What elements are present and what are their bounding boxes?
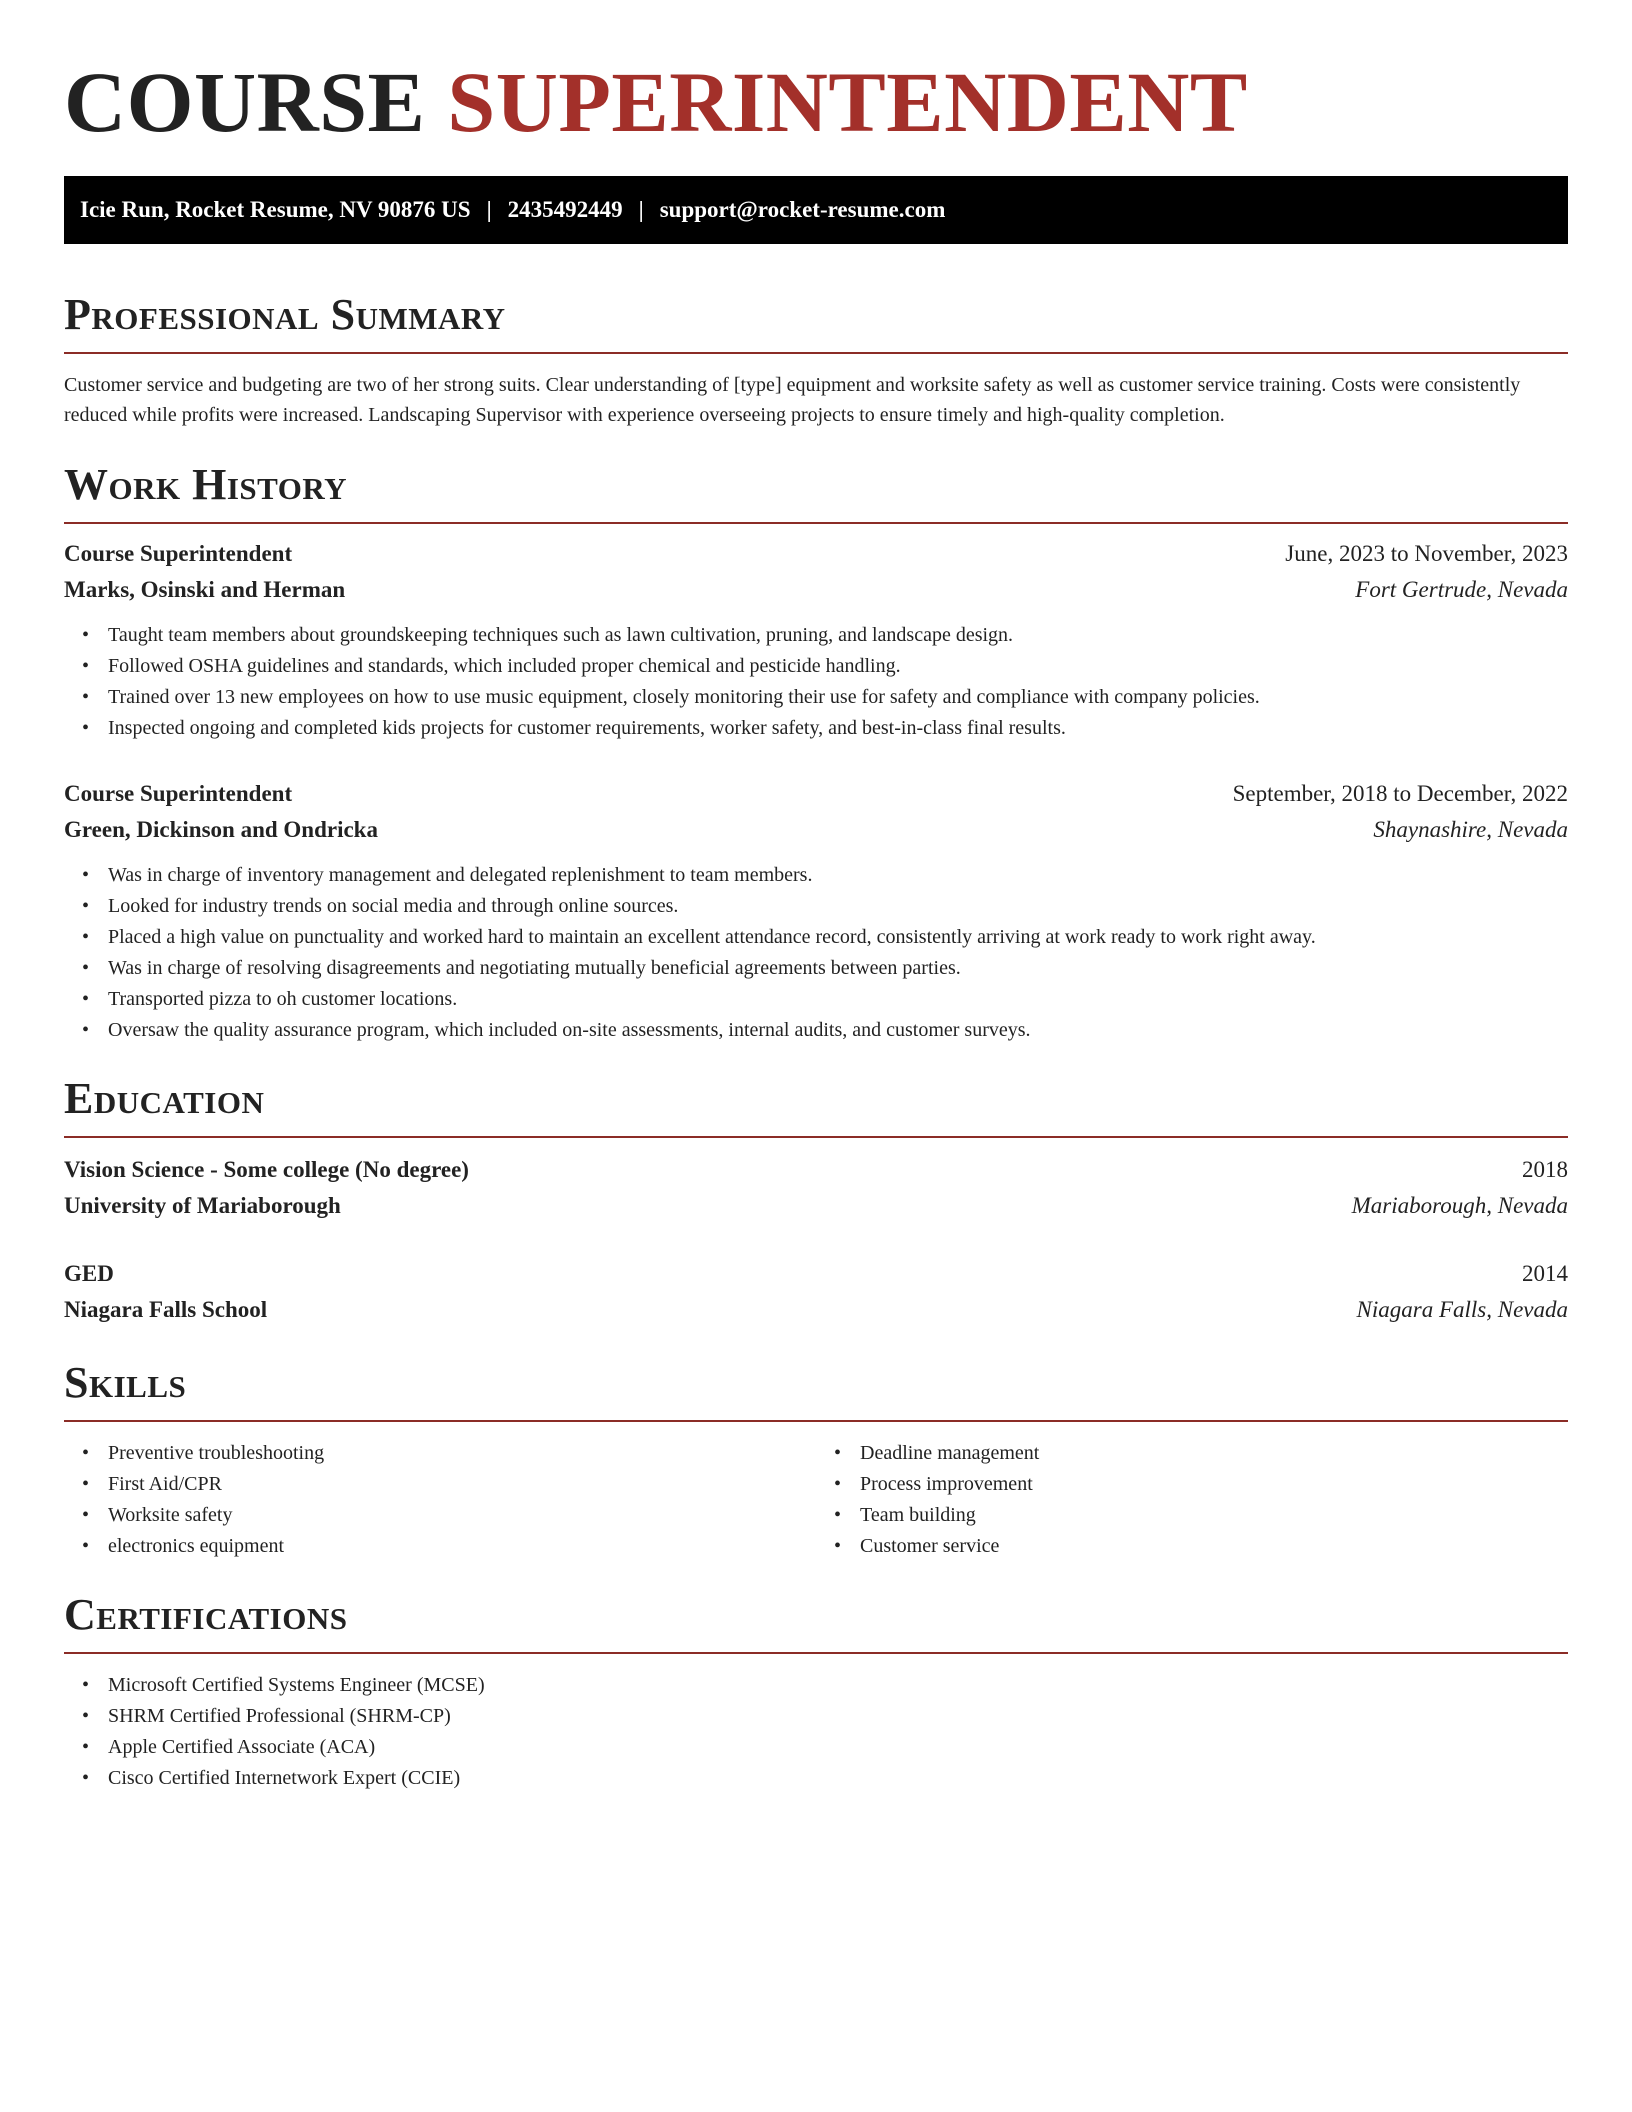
job-bullet: • Transported pizza to oh customer locations. — [108, 984, 1568, 1015]
job-bullets — [64, 620, 1568, 744]
job-entry — [64, 536, 1568, 744]
education-degree-row — [64, 1256, 1568, 1292]
job-bullet: • Was in charge of inventory management and delegated replenishment to team members. — [108, 860, 1568, 891]
education-degree-row — [64, 1152, 1568, 1188]
job-company: Marks, Osinski and Herman — [64, 577, 346, 602]
section-divider — [64, 352, 1568, 354]
work-history-section — [64, 458, 1568, 1046]
section-divider — [64, 1136, 1568, 1138]
job-location: Shaynashire, Nevada — [1373, 817, 1568, 842]
job-title-row — [64, 536, 1568, 572]
contact-email[interactable]: support@rocket-resume.com — [659, 197, 946, 222]
skills-list-left — [64, 1438, 816, 1562]
title-part-2: SUPERINTENDENT — [447, 54, 1248, 150]
education-entry — [64, 1256, 1568, 1328]
skill-item: • Customer service — [860, 1531, 1568, 1562]
summary-section — [64, 288, 1568, 430]
job-bullets — [64, 860, 1568, 1046]
contact-separator: | — [486, 197, 492, 222]
job-dates: September, 2018 to December, 2022 — [1232, 781, 1568, 806]
education-school: Niagara Falls School — [64, 1297, 268, 1322]
skill-item: • Process improvement — [860, 1469, 1568, 1500]
section-heading-work-history: Work History — [64, 460, 348, 509]
certification-item: • SHRM Certified Professional (SHRM-CP) — [108, 1701, 1568, 1732]
section-divider — [64, 522, 1568, 524]
skill-item: • First Aid/CPR — [108, 1469, 816, 1500]
skills-section — [64, 1356, 1568, 1562]
job-entry — [64, 776, 1568, 1046]
skill-item: • electronics equipment — [108, 1531, 816, 1562]
job-bullet: • Placed a high value on punctuality and worked hard to maintain an excellent attendance record, consistently arriving at work ready to work right away. — [108, 922, 1568, 953]
skill-item: • Worksite safety — [108, 1500, 816, 1531]
education-section — [64, 1072, 1568, 1328]
skills-grid — [64, 1438, 1568, 1562]
education-degree: GED — [64, 1261, 114, 1286]
job-title: Course Superintendent — [64, 541, 293, 566]
education-degree: Vision Science - Some college (No degree) — [64, 1157, 469, 1182]
education-school: University of Mariaborough — [64, 1193, 341, 1218]
education-school-row — [64, 1188, 1568, 1224]
job-bullet: • Inspected ongoing and completed kids projects for customer requirements, worker safety, and best-in-class final results. — [108, 713, 1568, 744]
skills-list-right — [816, 1438, 1568, 1562]
job-bullet: • Was in charge of resolving disagreements and negotiating mutually beneficial agreements between parties. — [108, 953, 1568, 984]
skill-item: • Team building — [860, 1500, 1568, 1531]
contact-bar — [64, 176, 1568, 244]
job-bullet: • Oversaw the quality assurance program, which included on-site assessments, internal audits, and customer surveys. — [108, 1015, 1568, 1046]
job-title: Course Superintendent — [64, 781, 293, 806]
title-part-1: COURSE — [64, 54, 426, 150]
job-company: Green, Dickinson and Ondricka — [64, 817, 378, 842]
certification-item: • Apple Certified Associate (ACA) — [108, 1732, 1568, 1763]
job-location: Fort Gertrude, Nevada — [1355, 577, 1568, 602]
job-bullet: • Trained over 13 new employees on how to use music equipment, closely monitoring their use for safety and compliance with company policies. — [108, 682, 1568, 713]
section-divider — [64, 1652, 1568, 1654]
section-heading-skills: Skills — [64, 1358, 187, 1407]
certifications-section — [64, 1588, 1568, 1794]
contact-phone: 2435492449 — [507, 197, 623, 222]
certification-item: • Microsoft Certified Systems Engineer (MCSE) — [108, 1670, 1568, 1701]
job-title-row — [64, 776, 1568, 812]
education-year: 2014 — [1522, 1261, 1568, 1286]
education-school-row — [64, 1292, 1568, 1328]
job-bullet: • Looked for industry trends on social media and through online sources. — [108, 891, 1568, 922]
certifications-list — [64, 1670, 1568, 1794]
summary-text: Customer service and budgeting are two of her strong suits. Clear understanding of [type] equipment and worksite safety as well as customer service training. Costs were consistently reduced while profits were increased. Landscaping Supervisor with experience overseeing projects to ensure timely and high-quality completion. — [64, 374, 1521, 426]
section-heading-summary: Professional Summary — [64, 290, 506, 339]
job-bullet: • Taught team members about groundskeeping techniques such as lawn cultivation, pruning, and landscape design. — [108, 620, 1568, 651]
education-entry — [64, 1152, 1568, 1224]
job-bullet: • Followed OSHA guidelines and standards, which included proper chemical and pesticide handling. — [108, 651, 1568, 682]
job-company-row — [64, 572, 1568, 608]
section-divider — [64, 1420, 1568, 1422]
contact-separator: | — [638, 197, 644, 222]
section-heading-certifications: Certifications — [64, 1590, 348, 1639]
education-location: Mariaborough, Nevada — [1351, 1193, 1568, 1218]
education-year: 2018 — [1522, 1157, 1568, 1182]
job-dates: June, 2023 to November, 2023 — [1285, 541, 1568, 566]
resume-title — [64, 52, 1568, 152]
education-location: Niagara Falls, Nevada — [1356, 1297, 1568, 1322]
skill-item: • Preventive troubleshooting — [108, 1438, 816, 1469]
contact-address: Icie Run, Rocket Resume, NV 90876 US — [80, 197, 471, 222]
section-heading-education: Education — [64, 1074, 265, 1123]
certification-item: • Cisco Certified Internetwork Expert (CCIE) — [108, 1763, 1568, 1794]
skill-item: • Deadline management — [860, 1438, 1568, 1469]
job-company-row — [64, 812, 1568, 848]
